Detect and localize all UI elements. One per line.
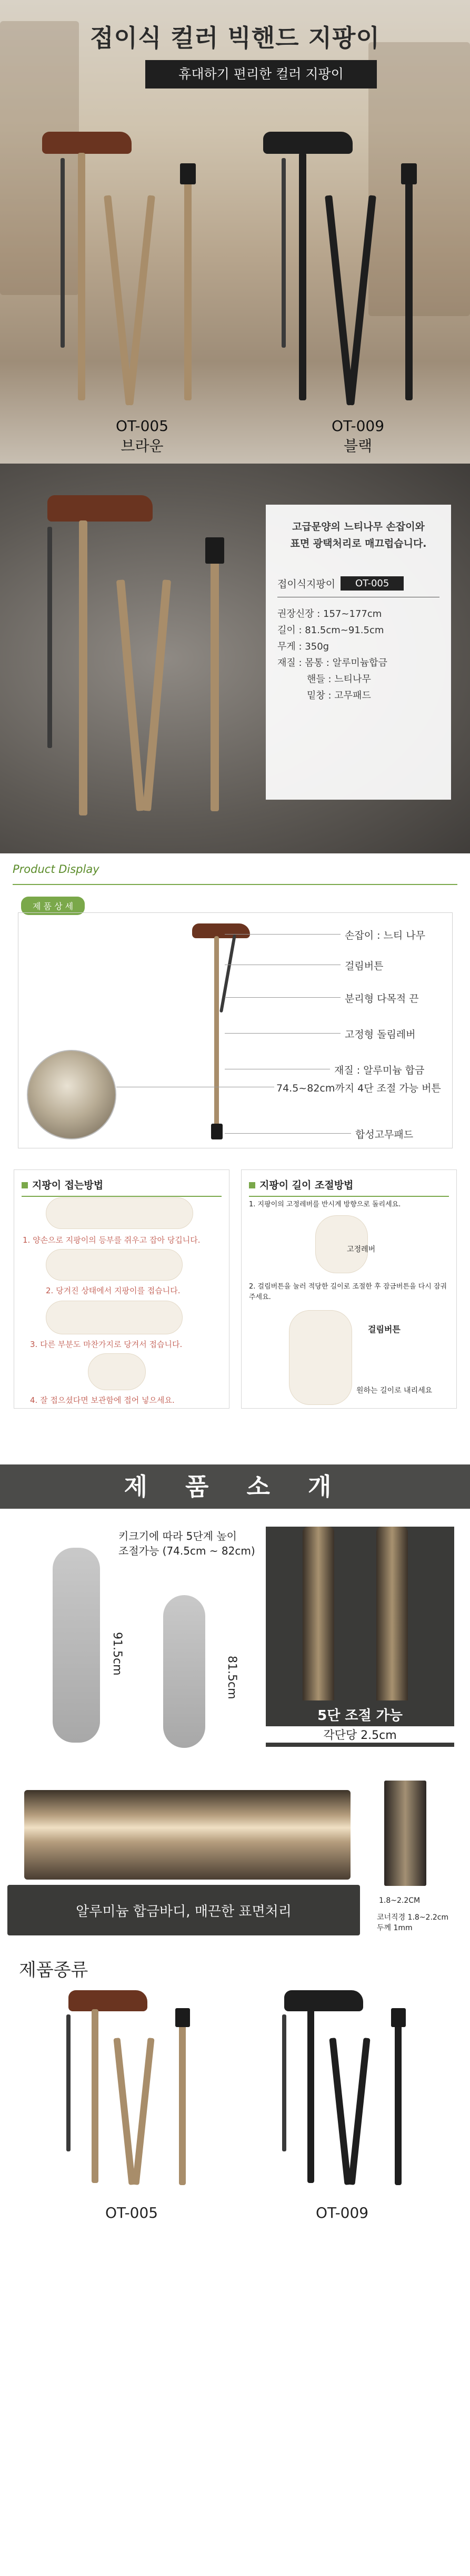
shaft-segment [307,2009,314,2183]
zoom-button-closeup [27,1050,116,1139]
adjust-step: 2. 걸림버튼을 눌러 적당한 길이로 조절한 후 잠금버튼을 다시 잠궈 주세요. [249,1283,447,1301]
height-adjust-section [0,1527,470,1774]
fold-step-illustration [46,1249,183,1281]
spec-name-row [277,576,439,591]
spec-row: 밑창 : 고무패드 [307,690,371,701]
spec-card [266,505,451,800]
adjust-method-title-text: 지팡이 길이 조절방법 [259,1179,354,1191]
height-note-line: 조절가능 (74.5cm ~ 82cm) [118,1545,255,1557]
callout-handle: 손잡이 : 느티 나무 [345,930,425,941]
intro-band [0,1464,470,1509]
shaft-segment [211,558,219,811]
fold-step-illustration [46,1301,183,1334]
bullet-icon [22,1182,28,1188]
type-label-ot005: OT-005 [105,2204,158,2221]
spec-intro [277,518,439,552]
fold-step: 2. 당겨진 상태에서 지팡이를 접습니다. [46,1286,181,1295]
spec-row: 길이 : 81.5cm~91.5cm [277,625,384,636]
shaft-segment [405,179,413,400]
type-cane-ot009 [263,1990,432,2190]
product-detail-panel [18,912,453,1148]
wrist-strap [47,527,52,748]
page-subtitle: 휴대하기 편리한 컬러 지팡이 [145,60,377,89]
howto-section [0,1159,470,1422]
button-label: 걸림버튼 [368,1324,401,1334]
rubber-tip [211,1124,223,1139]
wood-handle [192,923,250,938]
model-label-ot009 [305,416,411,456]
types-section [0,1943,470,2233]
callout-lever: 고정형 돌림레버 [345,1029,416,1040]
shaft-segment [113,2038,135,2185]
rubber-tip [401,163,417,184]
fold-method-title-text: 지팡이 접는방법 [32,1179,104,1191]
fold-step: 3. 다른 부분도 마찬가지로 당겨서 접습니다. [30,1340,183,1349]
hero-section [0,0,470,464]
wood-handle [68,1990,147,2011]
finish-caption: 알루미늄 합금바디, 매끈한 표면처리 [76,1904,292,1920]
shaft-segment [395,2022,402,2185]
adjust-caption-title: 5단 조절 가능 [317,1708,403,1724]
shaft-segment [79,520,87,815]
spec-row: 권장신장 : 157~177cm [277,608,382,620]
spec-model-badge: OT-005 [341,576,404,591]
callout-material: 재질 : 알루미늄 합금 [334,1065,425,1076]
shaft-segment [78,153,85,400]
spec-intro-line: 표면 광택처리로 매끄럽습니다. [290,538,427,549]
fold-step-illustration [46,1197,193,1229]
product-display-heading [13,863,99,876]
wrist-strap [282,2014,286,2151]
intro-band-title: 제 품 소 개 [124,1472,346,1501]
adjust-step: 1. 지팡이의 고정레버를 반시계 방향으로 돌리세요. [249,1201,401,1208]
height-note [118,1529,255,1558]
adjust-step-illustration [289,1310,352,1405]
shaft-segment [348,2038,370,2185]
shaft [214,936,219,1126]
adjust-method-box [241,1169,457,1409]
person-figure-tall [53,1548,100,1743]
model-color: 블랙 [343,437,373,455]
wrist-strap [219,935,236,1013]
types-title: 제품종류 [19,1960,88,1981]
lower-label: 원하는 길이로 내리세요 [356,1387,433,1395]
callout-line [225,934,341,935]
adjust-method-title [249,1177,449,1197]
bullet-icon [249,1182,255,1188]
rubber-tip [175,2008,190,2027]
spec-row: 핸들 : 느티나무 [307,674,371,685]
diameter-label: 1.8~2.2CM [379,1896,421,1905]
model-label-ot005 [89,416,195,456]
diameter-closeup [384,1781,426,1886]
rubber-tip [391,2008,406,2027]
spec-row: 재질 : 몸통 : 알루미늄합금 [277,657,387,668]
callout-strap: 분리형 다목적 끈 [345,993,419,1005]
callout-line [225,1133,351,1134]
spacer [0,1422,470,1464]
fold-method-box [14,1169,229,1409]
finish-caption-bar [7,1885,360,1935]
model-code: OT-009 [331,417,385,435]
callout-line [225,1033,341,1034]
diameter-note [377,1912,448,1933]
fold-step-illustration [88,1353,146,1390]
shaft-segment [184,179,192,400]
shaft-segment [126,195,155,405]
wood-handle [47,495,153,522]
adjust-caption [266,1700,454,1747]
wrist-strap [282,158,286,348]
wrist-strap [66,2014,71,2151]
height-note-line: 키크기에 따라 5단계 높이 [118,1530,237,1542]
model-color: 브라운 [121,437,164,455]
product-display-heading-text: Product Display [13,863,99,876]
type-cane-ot005 [47,1990,216,2190]
callout-adjust-button: 74.5~82cm까지 4단 조절 가능 버튼 [276,1083,441,1094]
diameter-note-line: 두께 1mm [377,1924,413,1932]
fold-method-title [22,1177,222,1197]
person-figure-short [163,1595,205,1748]
callout-button: 걸림버튼 [345,960,384,972]
shaft-segment [347,195,376,405]
product-display-section [0,853,470,1159]
black-handle [263,132,353,154]
fix-lever-label: 고정레버 [347,1245,376,1254]
rubber-tip [180,163,196,184]
diameter-note-line: 코너직경 1.8~2.2cm [377,1913,449,1922]
height-label-91: 91.5cm [111,1632,124,1676]
spec-row: 무게 : 350g [277,641,329,652]
spec-intro-line: 고급문양의 느티나무 손잡이와 [292,521,425,533]
finish-section [0,1774,470,1943]
fold-step: 4. 잘 접으셨다면 보관함에 접어 넣으세요. [30,1395,175,1405]
wrist-strap [61,158,65,348]
cane-spec-photo [26,495,247,822]
shaft-segment [92,2009,98,2183]
callout-line [225,997,341,998]
cane-closeup [303,1527,334,1727]
product-detail-tag: 제 품 상 세 [21,897,85,915]
black-handle [284,1990,363,2011]
aluminum-body-closeup [24,1790,351,1880]
cane-ot005-photo [32,132,232,416]
shaft-segment [132,2038,154,2185]
rubber-tip [205,537,224,564]
callout-rubber-pad: 합성고무패드 [355,1129,414,1140]
type-label-ot009: OT-009 [316,2204,369,2221]
cane-ot009-photo [253,132,453,416]
wood-handle [42,132,132,154]
shaft-segment [299,153,306,400]
fold-step: 1. 양손으로 지팡이의 등부를 쥐우고 잡아 당깁니다. [23,1235,201,1245]
model-code: OT-005 [115,417,169,435]
spec-name-label: 접이식지팡이 [277,578,336,590]
cane-closeup [376,1527,408,1727]
shaft-segment [143,579,171,811]
shaft-segment [179,2022,186,2185]
adjust-caption-sub: 각단당 2.5cm [266,1726,454,1743]
divider [13,884,457,885]
spec-section [0,464,470,853]
height-label-81: 81.5cm [225,1656,238,1699]
shaft-segment [116,579,145,811]
page-title: 접이식 컬러 빅핸드 지팡이 [90,24,380,52]
shaft-segment [329,2038,351,2185]
